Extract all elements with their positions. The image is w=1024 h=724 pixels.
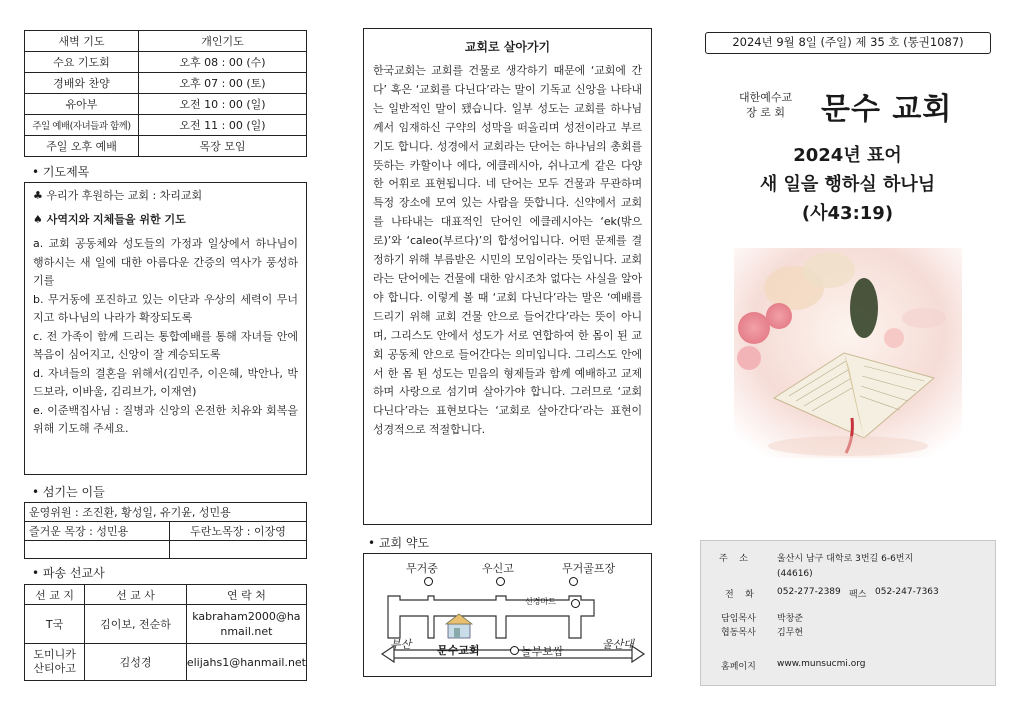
map-label-usin: 우신고 — [482, 562, 514, 575]
schedule-name: 수요 기도회 — [25, 52, 139, 73]
article-box — [363, 28, 652, 525]
church-name: 문수 교회 — [821, 92, 953, 127]
issue-info-box: 2024년 9월 8일 (주일) 제 35 호 (통권1087) — [705, 32, 991, 54]
schedule-name: 주일 예배(자녀들과 함께) — [25, 115, 139, 136]
schedule-name: 유아부 — [25, 94, 139, 115]
missionary-names: 김성경 — [85, 644, 187, 681]
missionary-header: 선 교 지 — [25, 585, 85, 605]
denomination-line: 장 로 회 — [746, 106, 785, 119]
missionary-names: 김이보, 전순하 — [85, 605, 187, 644]
prayer-section-title: • 기도제목 — [32, 165, 90, 179]
missionary-header: 선 교 사 — [85, 585, 187, 605]
location-marker-icon — [569, 577, 578, 586]
pastor-label: 담임목사 — [721, 614, 756, 624]
servants-section-title: • 섬기는 이들 — [32, 485, 105, 499]
address-value: 울산시 남구 대학로 3번길 6-6번지 — [777, 554, 914, 564]
location-marker-icon — [571, 599, 580, 608]
schedule-header: 새벽 기도 — [25, 31, 139, 52]
pastor-value: 박창준 — [777, 614, 804, 624]
article-body: 한국교회는 교회를 건물로 생각하기 때문에 ‘교회에 간다’ 혹은 ‘교회를 다닌다’라는 말이 기독교 신앙을 나타내는 일반적인 말이 됐습니다. 일부 성도는 교회를 하나님께서 임재하신 구약의 성막을 떠올리며 성전이라고 부르기도 합니다. 성경에서 교회라는 단어는 하나님의 총회를 뜻하는 카할이나 에다, 에클레시아, 쉬나고게 같은 다양한 어휘로 표현됩니다. 네 단어는 모두 건물과 무관하며 특정 장소에 모여 있는 사람을 뜻합니다. 신약에서 교회를 나타내는 대표적인 단어인 에클레시아는 ‘ek(밖으로)’와 ‘caleo(부르다)’의 합성어입니다. 어떤 문제를 결정하기 위해 부름받은 시민의 모임이라는 뜻입니다. 교회라는 단어에는 건물에 대한 암시조차 없다는 사실을 알아야 합니다. 이렇게 볼 때 ‘교회 다닌다’라는 말은 ‘예배를 드리기 위해 교회 건물 안으로 들어간다’라는 뜻이 아니며, 그리스도 안에서 성도가 서로 연합하여 한 몸이 된 교회 공동체 안으로 들어간다는 의미입니다. 그리스도 안에서 한 몸 된 성도는 믿음의 형제들과 함께 예배하고 교제하며 사랑으로 섬기며 살아가야 합니다. 그러므로 ‘교회 다닌다’라는 표현보다는 ‘교회로 살아간다’라는 표현이 성경적으로 적절합니다. — [373, 64, 642, 437]
schedule-time: 오후 08 : 00 (수) — [139, 52, 307, 73]
phone-value: 052-277-2389 — [777, 587, 841, 597]
church-building-icon — [446, 614, 472, 638]
location-marker-icon — [510, 646, 519, 655]
homepage-label: 홈페이지 — [721, 662, 756, 672]
prayer-subtitle: ♠ 사역지와 지체들을 위한 기도 — [33, 212, 186, 226]
committee-members: 운영위원 : 조진환, 황성일, 유기윤, 성민용 — [25, 503, 307, 522]
map-section-title: • 교회 약도 — [368, 536, 430, 550]
map-label-direction-left: 부산 — [390, 638, 412, 651]
schedule-time: 목장 모임 — [139, 136, 307, 157]
denomination — [739, 90, 792, 120]
map-label-church: 문수교회 — [437, 644, 480, 657]
motto-year: 2024년 표어 — [793, 145, 902, 166]
missionary-email: elijahs1@hanmail.net — [186, 644, 306, 681]
article-title: 교회로 살아가기 — [464, 40, 551, 54]
fax-value: 052-247-7363 — [875, 587, 939, 597]
missionary-section-title: • 파송 선교사 — [32, 566, 105, 580]
prayer-item: d. 자녀들의 결혼을 위해서(김민주, 이은혜, 박안나, 박드보라, 이바울, 김리브가, 이재연) — [33, 366, 298, 398]
schedule-header: 개인기도 — [139, 31, 307, 52]
contact-box — [700, 540, 996, 686]
schedule-name: 주일 오후 예배 — [25, 136, 139, 157]
servants-table — [24, 502, 307, 559]
group-leader: 즐거운 목장 : 성민용 — [25, 522, 170, 541]
motto: 새 일을 행하실 하나님 — [759, 174, 936, 195]
location-marker-icon — [424, 577, 433, 586]
missionary-country: 도미니카 산티아고 — [25, 644, 85, 681]
motto-verse: (사43:19) — [801, 203, 894, 224]
phone-label: 전 화 — [725, 590, 754, 600]
map-label-mugeo: 무거중 — [406, 562, 438, 575]
prayer-item: e. 이준백집사님 : 질병과 신앙의 온전한 치유와 회복을 위해 기도해 주세요. — [33, 403, 298, 435]
copastor-value: 김무현 — [777, 628, 804, 638]
zipcode-value: (44616) — [777, 569, 813, 579]
map-label-golf: 무거골프장 — [562, 562, 616, 575]
supported-church: ♣ 우리가 후원하는 교회 : 차리교회 — [33, 189, 203, 202]
map-label-restaurant: 놀부보쌈 — [521, 645, 564, 658]
map-label-mart: 선경마트 — [525, 597, 556, 606]
prayer-item: a. 교회 공동체와 성도들의 가정과 일상에서 하나님이 행하시는 새 일에 대한 아름다운 간증의 역사가 풍성하기를 — [33, 237, 298, 287]
prayer-item: b. 무거동에 포진하고 있는 이단과 우상의 세력이 무너지고 하나님의 나라가 확장되도록 — [33, 292, 298, 324]
empty-cell — [170, 541, 307, 559]
prayer-box — [24, 182, 307, 475]
copastor-label: 협동목사 — [721, 628, 756, 638]
directions-map — [363, 553, 652, 677]
schedule-time: 오전 11 : 00 (일) — [139, 115, 307, 136]
schedule-name: 경배와 찬양 — [25, 73, 139, 94]
fax-label: 팩스 — [849, 590, 867, 600]
bible-flowers-image — [734, 248, 962, 458]
map-label-direction-right: 울산대 — [602, 638, 634, 651]
homepage-link[interactable]: www.munsucmi.org — [777, 659, 866, 669]
denomination-line: 대한예수교 — [739, 91, 793, 104]
worship-schedule-table — [24, 30, 307, 157]
missionary-country: T국 — [25, 605, 85, 644]
location-marker-icon — [496, 577, 505, 586]
missionary-email: kabraham2000@hanmail.net — [186, 605, 306, 644]
empty-cell — [25, 541, 170, 559]
schedule-time: 오후 07 : 00 (토) — [139, 73, 307, 94]
missionary-table — [24, 584, 307, 681]
address-label: 주 소 — [719, 554, 748, 564]
prayer-item: c. 전 가족이 함께 드리는 통합예배를 통해 자녀들 안에 복음이 심어지고, 신앙이 잘 계승되도록 — [33, 329, 298, 361]
schedule-time: 오전 10 : 00 (일) — [139, 94, 307, 115]
missionary-header: 연 락 처 — [186, 585, 306, 605]
group-leader: 두란노목장 : 이장영 — [170, 522, 307, 541]
